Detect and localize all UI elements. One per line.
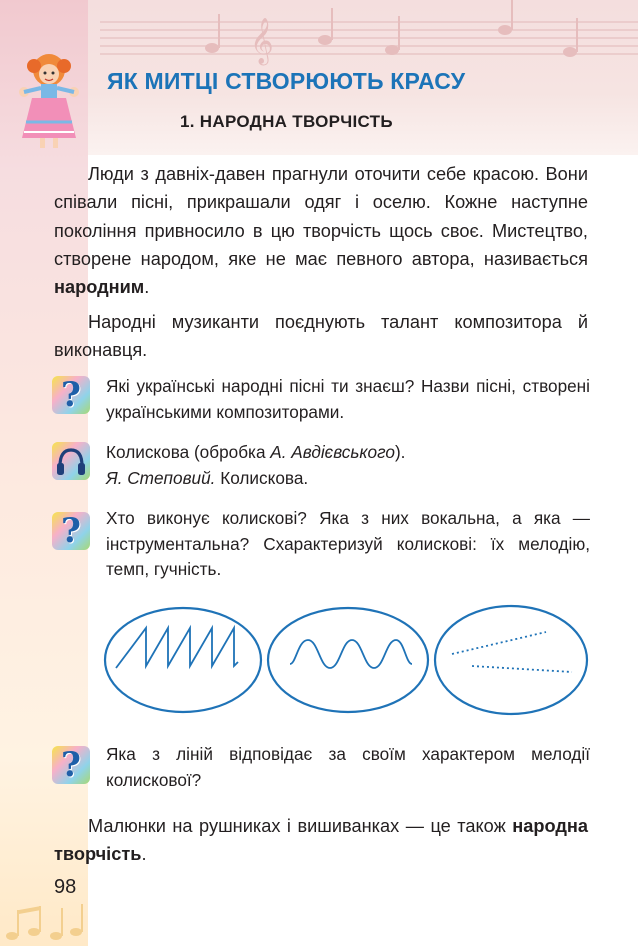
ellipse-wave bbox=[268, 608, 428, 712]
page-number: 98 bbox=[54, 876, 77, 898]
paragraph-musicians bbox=[54, 308, 588, 365]
ellipse-zigzag bbox=[105, 608, 261, 712]
paragraph-intro-end: . bbox=[144, 277, 150, 298]
paragraph-embroidery-end: . bbox=[141, 844, 147, 865]
task-question-4-text: Яка з ліній відповідає за своїм характером мелодії колискової? bbox=[106, 744, 590, 790]
task-listen-text bbox=[106, 440, 590, 491]
svg-text:𝄞: 𝄞 bbox=[250, 18, 274, 64]
listen-line1-prefix: Колискова (обробка bbox=[106, 442, 271, 462]
task-question-3-text: Хто виконує колискові? Яка з них вокальна, а яка — інструментальна? Схарактеризуй колискові: їх мелодію, темп, гучність. bbox=[106, 508, 590, 579]
dotted-line-lower bbox=[472, 666, 572, 672]
listen-line2-suffix: Колискова. bbox=[215, 467, 309, 488]
term-narodna-tvorchist: народна творчість bbox=[54, 816, 588, 865]
corner-notes-decoration bbox=[0, 898, 88, 946]
dotted-line-upper bbox=[452, 632, 546, 654]
question-icon: ? bbox=[52, 512, 90, 550]
page-title: ЯК МИТЦІ СТВОРЮЮТЬ КРАСУ bbox=[107, 68, 466, 94]
ellipse-dotted bbox=[435, 606, 587, 714]
paragraph-embroidery bbox=[54, 812, 588, 869]
question-icon: ? bbox=[52, 746, 90, 784]
paragraph-intro-text: Люди з давніх-давен прагнули оточити себе красою. Вони співали пісні, прикрашали одяг і оселю. Кожне наступне покоління привносило в цю творчість щось своє. Мистецтво, створене народом, яке не має певного автора, називається bbox=[54, 164, 588, 269]
smooth-wave-line bbox=[290, 640, 412, 668]
author-stepovyi: Я. Степовий. bbox=[106, 467, 216, 488]
author-avdievsky: А. Авдієвського bbox=[270, 442, 395, 462]
listen-line1-suffix: ). bbox=[394, 442, 406, 462]
paragraph-intro bbox=[54, 160, 588, 301]
paragraph-musicians-text: Народні музиканти поєднують талант композитора й виконавця. bbox=[54, 312, 588, 361]
melody-lines-illustration bbox=[100, 600, 590, 730]
doll-illustration bbox=[10, 52, 88, 152]
headphones-icon bbox=[52, 442, 90, 480]
question-icon: ? bbox=[52, 376, 90, 414]
zigzag-line bbox=[116, 628, 238, 668]
paragraph-embroidery-text: Малюнки на рушниках і вишиванках — це також bbox=[88, 816, 513, 836]
term-narodnym: народним bbox=[54, 277, 145, 298]
section-subtitle: 1. НАРОДНА ТВОРЧІСТЬ bbox=[180, 112, 393, 131]
task-question-1-text: Які українські народні пісні ти знаєш? Назви пісні, створені українськими композиторами. bbox=[106, 376, 590, 422]
